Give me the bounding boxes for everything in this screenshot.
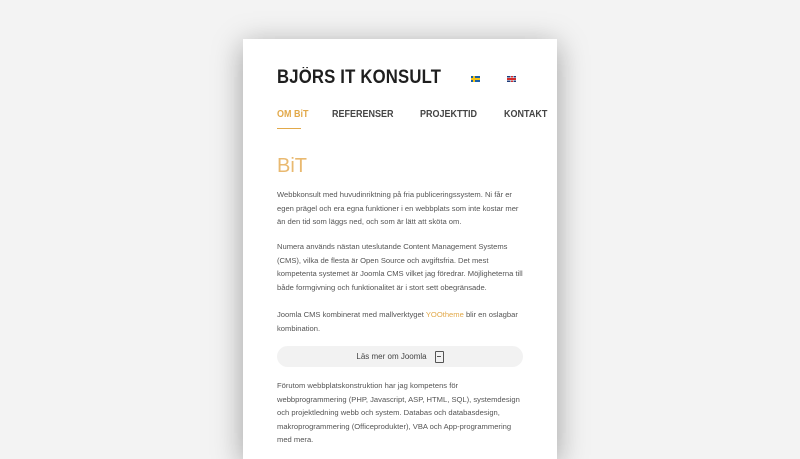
yootheme-link[interactable]: YOOtheme bbox=[425, 310, 464, 319]
main-nav bbox=[277, 109, 557, 120]
nav-item-kontakt[interactable]: KONTAKT bbox=[503, 109, 548, 120]
joomla-paragraph-text: Joomla CMS kombinerat med mallverktyget bbox=[277, 310, 426, 319]
active-nav-underline bbox=[277, 128, 301, 129]
uk-flag-icon[interactable] bbox=[507, 76, 516, 82]
nav-item-projekttid[interactable]: PROJEKTTID bbox=[420, 109, 478, 120]
site-title[interactable]: BJÖRS IT KONSULT bbox=[277, 67, 442, 88]
read-more-joomla-button[interactable] bbox=[277, 346, 523, 367]
read-more-joomla-label: Läs mer om Joomla bbox=[356, 352, 427, 361]
intro-paragraph: Webbkonsult med huvudinriktning på fria publiceringssystem. Ni får er egen prägel och era egna funktioner i en webbplats som inte kostar mer än den tid som läggs ned, och som är lätt att sköta om. bbox=[277, 190, 519, 226]
joomla-paragraph bbox=[277, 308, 525, 335]
page-heading: BiT bbox=[277, 155, 307, 177]
nav-item-referenser[interactable]: REFERENSER bbox=[332, 109, 394, 120]
nav-item-om-bit[interactable]: OM BiT bbox=[277, 109, 309, 120]
joomla-paragraph-text-end: blir en oslagbar kombination. bbox=[277, 310, 518, 333]
cms-paragraph: Numera används nästan uteslutande Content Management Systems (CMS), vilka de flesta är Open Source och avgiftsfria. Det mest kompetenta systemet är Joomla CMS vilket jag föredrar. Möjligheterna till både formgivning och funktionalitet är i stort sett obegränsade. bbox=[277, 242, 523, 292]
skills-paragraph: Förutom webbplatskonstruktion har jag kompetens för webbprogrammering (PHP, Javascript, ASP, HTML, SQL), systemdesign och projektledning webb och system. Databas och databasdesign, makroprogrammering (Officeprodukter), VBA och App-programmering med mera. bbox=[277, 381, 520, 444]
pdf-icon bbox=[435, 351, 444, 363]
page-card bbox=[243, 39, 557, 459]
swedish-flag-icon[interactable] bbox=[471, 76, 480, 82]
